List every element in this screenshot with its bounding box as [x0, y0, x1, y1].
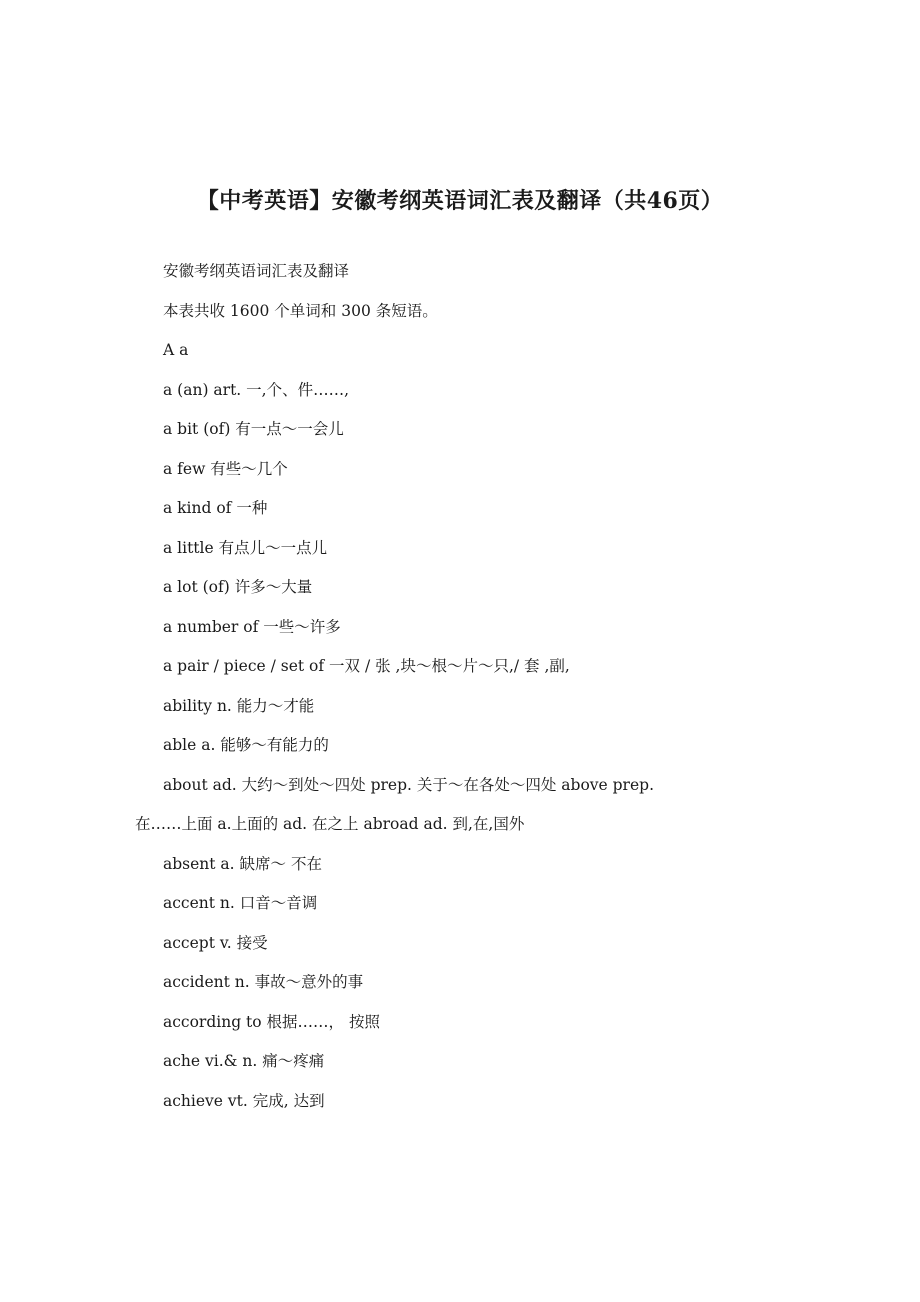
vocab-entry: accent n. 口音～音调 [163, 894, 318, 912]
vocab-entry: achieve vt. 完成, 达到 [163, 1091, 325, 1110]
vocab-entry: according to 根据……， 按照 [163, 1012, 380, 1031]
vocab-entry: accept v. 接受 [163, 933, 268, 952]
vocab-entry: about ad. 大约～到处～四处 prep. 关于～在各处～四处 above prep. [163, 775, 654, 794]
vocab-entry: a little 有点儿～一点儿 [163, 538, 328, 557]
vocab-entry: ache vi.& n. 痛～疼痛 [163, 1052, 325, 1070]
vocab-entry: a pair / piece / set of 一双 / 张 ,块～根～片～只,/ 套 ,副, [163, 657, 570, 675]
vocab-entry: accident n. 事故～意外的事 [163, 973, 364, 991]
vocab-entry: a lot (of) 许多～大量 [163, 578, 313, 596]
document-title: 【中考英语】安徽考纲英语词汇表及翻译（共46页） [196, 188, 724, 214]
summary-line: 本表共收 1600 个单词和 300 条短语。 [163, 301, 438, 320]
vocab-entry: a number of 一些～许多 [163, 617, 341, 636]
vocab-entry: a kind of 一种 [163, 499, 268, 517]
subtitle-line: 安徽考纲英语词汇表及翻译 [163, 262, 350, 280]
letter-heading: A a [163, 341, 189, 359]
vocab-entry: able a. 能够～有能力的 [163, 736, 329, 754]
vocab-entry-continuation: 在……上面 a.上面的 ad. 在之上 abroad ad. 到,在,国外 [135, 815, 525, 833]
vocab-entry: ability n. 能力～才能 [163, 696, 315, 715]
vocab-entry: a few 有些～几个 [163, 459, 288, 478]
vocab-entry: a bit (of) 有一点～一会儿 [163, 420, 344, 438]
vocab-entry: absent a. 缺席～ 不在 [163, 854, 322, 873]
vocab-entry: a (an) art. 一,个、件……, [163, 380, 350, 399]
vocabulary-list [135, 252, 763, 1121]
